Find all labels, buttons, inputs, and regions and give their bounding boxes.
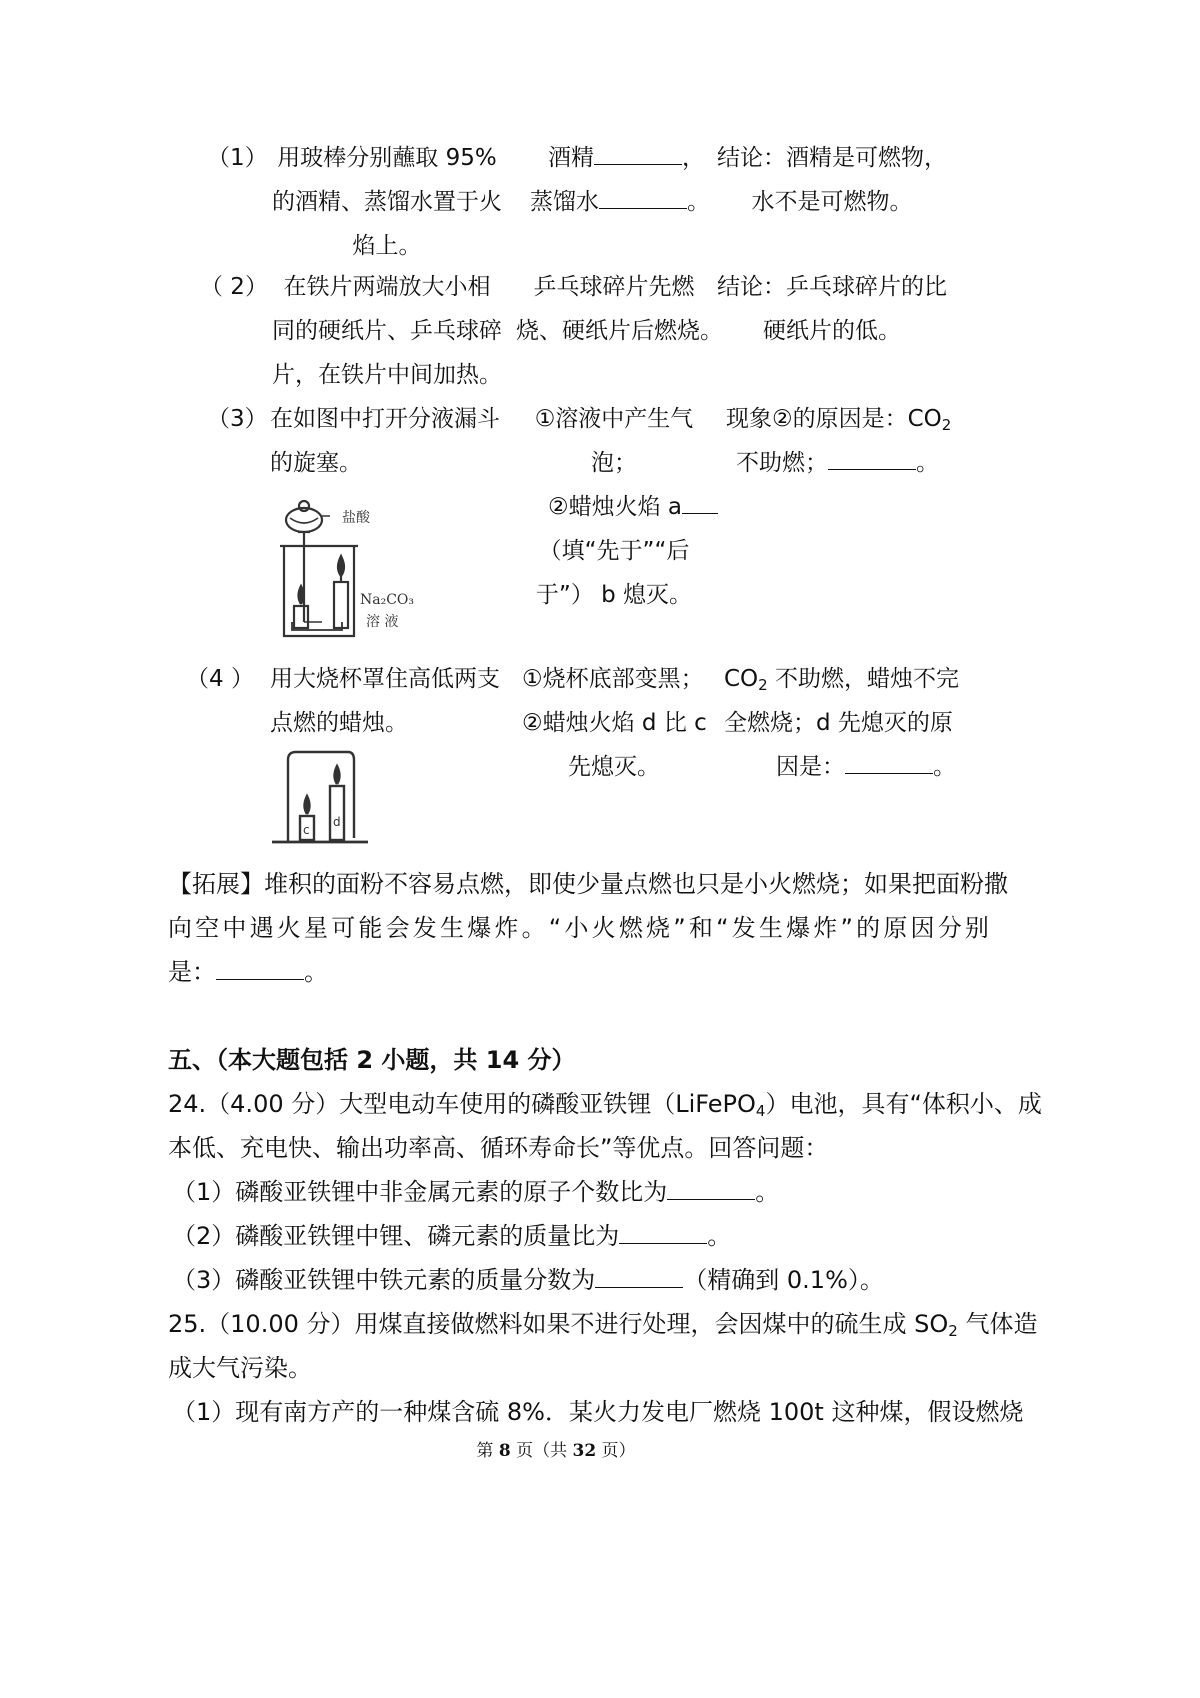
row3-phenomenon-line5: 于”） b 熄灭。 xyxy=(535,582,693,608)
row3-conclusion-line2: 不助燃； 。 xyxy=(736,441,939,485)
row3-phenomenon-line3: ②蜡烛火焰 a xyxy=(548,485,718,529)
row3-operation-line2: 的旋塞。 xyxy=(270,450,362,476)
row1-phenomenon-line2: 蒸馏水 。 xyxy=(530,180,710,224)
q24-line2: 本低、充电快、输出功率高、循环寿命长”等优点。回答问题： xyxy=(168,1134,829,1162)
row4-conclusion-line3: 因是： 。 xyxy=(776,745,956,789)
row4-phenomenon-line1: ①烧杯底部变黑； xyxy=(522,666,704,692)
row2-operation-line2: 同的硬纸片、乒乓球碎 xyxy=(272,318,502,344)
label-candle-a: a xyxy=(296,611,304,625)
row1-conclusion-line2: 水不是可燃物。 xyxy=(751,189,913,215)
row1-operation-line2: 的酒精、蒸馏水置于火 xyxy=(272,189,502,215)
flame-a xyxy=(299,586,304,604)
blank-candle-a[interactable] xyxy=(682,491,718,514)
label-solution: 溶 液 xyxy=(366,614,399,630)
q25-line2: 成大气污染。 xyxy=(168,1354,312,1382)
row3-conclusion-line1: 现象②的原因是：$CO_2$ xyxy=(726,406,952,434)
row4-phenomenon-line3: 先熄灭。 xyxy=(568,754,660,780)
label-candle-b: b xyxy=(337,595,345,609)
row3-phenomenon-line2: 泡； xyxy=(591,450,637,476)
row4-operation-line2: 点燃的蜡烛。 xyxy=(270,710,408,736)
row4-conclusion-line1: $CO_2$ 不助燃，蜡烛不完 xyxy=(724,666,960,694)
row1-number: （1） xyxy=(207,145,268,171)
label-candle-d: d xyxy=(333,815,341,829)
row3-phenomenon-line1: ①溶液中产生气 xyxy=(534,406,694,432)
candle-d xyxy=(330,786,344,840)
row1-operation-line3: 焰上。 xyxy=(352,233,422,259)
q24-part1: （1）磷酸亚铁锂中非金属元素的原子个数比为 。 xyxy=(172,1178,780,1206)
q25-part1: （1）现有南方产的一种煤含硫 8%．某火力发电厂燃烧 100t 这种煤，假设燃烧 xyxy=(172,1398,1024,1426)
blank-q24-3[interactable] xyxy=(595,1265,683,1288)
q24-part3: （3）磷酸亚铁锂中铁元素的质量分数为 （精确到 0.1%）。 xyxy=(172,1266,884,1294)
flame-d xyxy=(335,766,340,784)
extension-line1: 【拓展】堆积的面粉不容易点燃，即使少量点燃也只是小火燃烧；如果把面粉撒 xyxy=(168,870,1008,898)
blank-d-reason[interactable] xyxy=(845,751,933,774)
row4-number: （4 ） xyxy=(186,666,254,692)
row2-operation-line1: 在铁片两端放大小相 xyxy=(283,274,491,300)
label-na2co3: Na₂CO₃ xyxy=(360,592,415,608)
total-pages: 32 xyxy=(572,1441,597,1461)
blank-alcohol[interactable] xyxy=(594,142,682,165)
row4-operation-line1: 用大烧杯罩住高低两支 xyxy=(270,666,500,692)
current-page: 8 xyxy=(498,1441,511,1461)
row2-phenomenon-line2: 烧、硬纸片后燃烧。 xyxy=(516,318,723,344)
label-candle-c: c xyxy=(303,823,310,837)
row2-operation-line3: 片，在铁片中间加热。 xyxy=(272,362,502,388)
row1-conclusion-line1: 结论：酒精是可燃物， xyxy=(717,145,947,171)
row2-number: （ 2） xyxy=(200,274,268,300)
row2-conclusion-line1: 结论：乒乓球碎片的比 xyxy=(717,274,947,300)
page-footer: 第 8 页（共 32 页） xyxy=(476,1441,636,1461)
row1-phenomenon-line1: 酒精 ， xyxy=(548,136,705,180)
blank-q24-1[interactable] xyxy=(667,1177,755,1200)
row3-number: （3） xyxy=(207,406,268,432)
row4-conclusion-line2: 全燃烧；d 先熄灭的原 xyxy=(724,710,953,736)
q24-line1: 24.（4.00 分）大型电动车使用的磷酸亚铁锂（LiFePO$_4$）电池，具有“体积小、成 xyxy=(168,1090,1042,1120)
label-hydrochloric-acid: 盐酸 xyxy=(342,510,370,526)
blank-q24-2[interactable] xyxy=(619,1221,707,1244)
row2-conclusion-line2: 硬纸片的低。 xyxy=(763,318,901,344)
funnel-apparatus-figure xyxy=(262,494,440,644)
row3-phenomenon-line4: （填“先于”“后 xyxy=(538,538,690,564)
flame-c xyxy=(305,796,310,814)
row3-operation-line1: 在如图中打开分液漏斗 xyxy=(270,406,500,432)
blank-water[interactable] xyxy=(599,186,687,209)
q25-line1: 25.（10.00 分）用煤直接做燃料如果不进行处理，会因煤中的硫生成 $SO_2$ 气体造 xyxy=(168,1310,1038,1340)
section5-heading: 五、（本大题包括 2 小题，共 14 分） xyxy=(168,1046,576,1074)
blank-extension[interactable] xyxy=(216,957,304,980)
q24-part2: （2）磷酸亚铁锂中锂、磷元素的质量比为 。 xyxy=(172,1222,732,1250)
beaker-candles-figure xyxy=(268,746,372,850)
row2-phenomenon-line1: 乒乓球碎片先燃 xyxy=(533,274,695,300)
blank-co2-reason[interactable] xyxy=(828,447,916,470)
row1-operation-line1: 用玻棒分别蘸取 95% xyxy=(277,145,497,171)
extension-line2: 向空中遇火星可能会发生爆炸。“小火燃烧”和“发生爆炸”的原因分别 xyxy=(168,914,993,942)
funnel-stopper xyxy=(299,501,309,511)
flame-b xyxy=(338,556,344,576)
row4-phenomenon-line2: ②蜡烛火焰 d 比 c xyxy=(522,710,707,736)
extension-line3: 是： 。 xyxy=(168,958,328,986)
